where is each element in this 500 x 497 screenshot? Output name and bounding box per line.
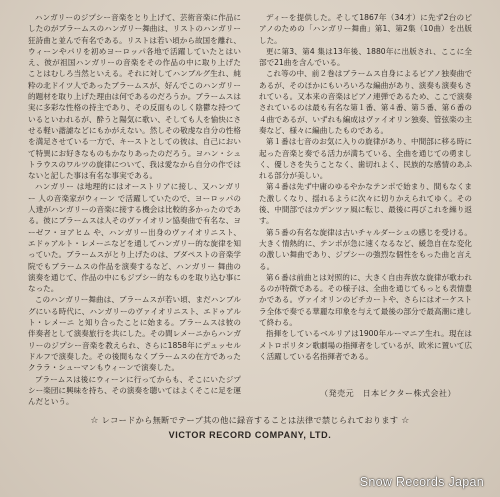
paragraph: これ等の中、前２巻はブラームス自身によるピアノ独奏曲であるが、そのほかにもいろいろな編曲があり、演奏も演奏もされている。又本来の音楽はピアノ連弾であるため、ここで演奏されているのは最も有名な第１番、第４番、第５番、第６番の４曲であるが、いずれも編成はヴァイオリン独奏、管弦楽の主奏など、様々に編曲したものである。 xyxy=(259,69,472,135)
right-column xyxy=(259,12,472,400)
issuer-credit: （発売元 日本ビクター株式会社） xyxy=(320,389,456,398)
paragraph: 更に第3、第4 集は13年後、1880年に出版され、ここに全部で21曲を含んでいる。 xyxy=(259,46,472,68)
star-icon: ☆ xyxy=(90,416,99,426)
paragraph: 第５番の有名な旋律は古いチャルダーシュの感じを受ける。大きく情熱的に、テンポが急に速くなるなど、緩急自在な変化の激しい舞曲であり、ジプシーの強烈な個性をもった曲と言える。 xyxy=(259,227,472,271)
paragraph: 第１番は七音のお気に入りの旋律があり、中間部に移る時に起った音楽と奏でる活力が満ちている、全曲を通じての勇ましく、優しさを失うことなく、歯切れよく、民族的な感情のあふれる部分が美しい。 xyxy=(259,137,472,181)
left-column xyxy=(28,12,241,407)
paragraph: ハンガリー は地理的にはオーストリアに接し、又ハンガリー 人の音楽家がウィーン で活躍していたので、ヨーロッパの人達がハンガリーの音楽に接する機会は比較的多かったのである。彼にブラームスは人そのヴァイオリン協奏曲で有名な、ヨーゼフ・ヨアヒム や、ハンガリー出身のヴァイオリニスト、エドゥアルト・レメーニなどを通してハンガリー的な旋律を知っていた。ブラームスがとり上げたのは、ブダペストの音楽学院でもブラームスの作品を演奏するなど、ハンガリー 舞曲の演奏を通じて、作品の中にもジプシー的なものを取り込む事になった。 xyxy=(28,182,241,294)
paragraph: ハンガリーのジプシー音楽をとり上げて、芸術音楽に作品にしたのがブラームスのハンガリー舞曲は、リストのハンガリー狂詩曲と並んで有名である。リストは若い頃から故国を離れ、ウィーンやパリを初めヨーロッパ各地で活躍していたとはいえ、彼が祖国ハンガリーの音楽をその作品の中に取り上げたことはむしろ当然といえる。それに対してハンブルグ生れ、純粋の北ドイツ人であったブラームスが、好んでこのハンガリー的題材を取り上げた理由は何であるのだろうか。ブラームスは実に多彩な性格の持主であり、その反面ものしく陰鬱な持つているといわれるが、酔うと陽気に歌い、そしても人を愉快にさせる軽い諧謔などにもかがえない。然しその敬虔な自分の性格を満足させている一方で、キーストとしての彼は、自己において特異にお好きなものもかなりあったのだろう。ヨハン・シュトラウスのワルツの旋律について、我は愛なから自分の作ではないと記した事は有名な事実である。 xyxy=(28,13,241,181)
paragraph: このハンガリー舞曲は、ブラームスが若い頃、まだハンブルグにいる時代に、ハンガリーのヴァイオリニスト、エドゥアルト・レメーニ と知り合ったことに始まる。ブラームスは彼の伴奏者として演奏旅行を共にした。その間レメーニからハンガリーのジプシー音楽を教えられ、さらに1858年にデュッセルドルフで演奏した。その後間もなくブラームスの在方であったクララ・シューマンもウィーンで演奏した。 xyxy=(28,295,241,373)
paragraph: 指揮をしているベルリアは1900年ルーマニア生れ。現在はメトロポリタン歌劇場の指揮者をしているが、欧米に置いて広く活躍している名指揮者である。 xyxy=(259,329,472,361)
paragraph: ブラームスは後にウィーンに行ってからも、そこにいたジプシー楽団に興味を持ち、その演奏を聴いてはよくそこに足を運んだという。 xyxy=(28,374,241,407)
copyright-notice-line xyxy=(0,415,500,426)
watermark: Snow Records Japan xyxy=(359,475,484,489)
paragraph: ディーを提供した。そして1867年（34才）に先ず2台のピアノのための「ハンガリー舞曲」第1、第2集（10曲）を出版した。 xyxy=(259,13,472,45)
liner-notes-body xyxy=(28,12,472,407)
paragraph: 第４番は先ず中庸のゆるやかなテンポで始まり、間もなくまた激しくなり、揺れるように次々に切りかえられてゆく。その後、中間部ではカデンツァ風に転じ、最後に再びこれを繰り返す。 xyxy=(259,182,472,226)
company-name: VICTOR RECORD COMPANY, LTD. xyxy=(168,430,332,440)
copyright-notice: レコードから無断でテープ其の他に録音することは法律で禁じられております xyxy=(101,415,399,425)
paragraph: 第６番は前曲とは対照的に、大きく自由奔放な旋律が歌われるのが特徴である。その様子は、全曲を通じてもっとも表情豊かである。ヴァイオリンのピチカートや、さらにはオーケストラ全体で奏でる華麗な印象を与えて最後の部分で最高潮に達して終わる。 xyxy=(259,272,472,328)
star-icon: ☆ xyxy=(401,416,410,426)
